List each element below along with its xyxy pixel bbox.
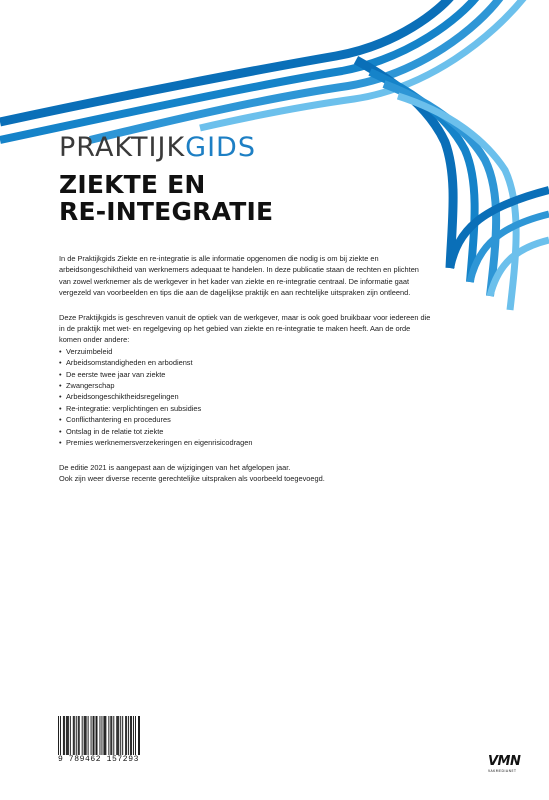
- paragraph-spacer: [59, 299, 431, 312]
- barcode-bar: [74, 716, 75, 760]
- list-item: • Arbeidsongeschiktheidsregelingen: [59, 391, 431, 402]
- barcode-bar: [94, 716, 95, 760]
- barcode-bar: [117, 716, 118, 760]
- title-line-1: ZIEKTE EN: [59, 170, 206, 199]
- list-item: • Premies werknemersverzekeringen en eigenrisicodragen: [59, 437, 431, 448]
- list-item: • Conflicthantering en procedures: [59, 414, 431, 425]
- title-line-2: RE-INTEGRATIE: [59, 197, 274, 226]
- barcode-bar: [131, 716, 132, 760]
- series-name-light: PRAKTIJK: [59, 132, 186, 163]
- barcode-bar: [88, 716, 89, 760]
- publisher-logo: [488, 755, 528, 777]
- list-item: • Verzuimbeleid: [59, 346, 431, 357]
- edition-line-1: De editie 2021 is aangepast aan de wijzigingen van het afgelopen jaar.: [59, 462, 291, 472]
- topics-list: [59, 346, 431, 449]
- barcode-bar: [68, 716, 69, 760]
- barcode-bar: [85, 716, 86, 760]
- barcode-bar: [138, 716, 139, 760]
- list-item: • Arbeidsomstandigheden en arbodienst: [59, 357, 431, 368]
- barcode-bar: [66, 716, 67, 760]
- barcode-bar: [110, 716, 111, 760]
- back-cover-text: [59, 253, 431, 484]
- barcode-bar: [91, 716, 92, 760]
- barcode-bar: [128, 716, 129, 760]
- barcode-bar: [122, 716, 123, 760]
- barcode-bar: [86, 716, 87, 760]
- audience-paragraph: Deze Praktijkgids is geschreven vanuit de optiek van de werkgever, maar is ook goed bruikbaar voor iedereen die in de praktijk met wet- en regelgeving op het gebied van ziekte en re-integratie te maken heeft. Aan de orde komen onder andere:: [59, 312, 431, 345]
- swoosh-stripe-11: [490, 240, 549, 296]
- barcode-bar: [60, 716, 61, 760]
- barcode-icon: [58, 716, 140, 760]
- barcode-bar: [120, 716, 121, 760]
- series-logo: [59, 132, 256, 164]
- paragraph-spacer: [59, 449, 431, 462]
- series-name-accent: GIDS: [185, 132, 256, 163]
- isbn-number: 9 789462 157293: [58, 755, 140, 764]
- barcode-bar: [111, 716, 112, 760]
- barcode-bar: [139, 716, 140, 760]
- barcode-bar: [126, 716, 127, 760]
- publisher-mark: VMN: [488, 754, 521, 769]
- barcode-bar: [99, 716, 100, 760]
- list-item: • Re-integratie: verplichtingen en subsidies: [59, 403, 431, 414]
- barcode-bar: [78, 716, 79, 760]
- barcode-bar: [133, 716, 134, 760]
- intro-paragraph: In de Praktijkgids Ziekte en re-integratie is alle informatie opgenomen die nodig is om bij ziekte en arbeidsongeschiktheid van werknemers adequaat te handelen. In deze publicatie staan de rechten en plichten van zowel werknemer als de werkgever in het kader van ziekte en re-integratie centraal. De informatie gaat vergezeld van voorbeelden en tips die aan de dagelijkse praktijk en aan rechtelijke uitspraken zijn ontleend.: [59, 254, 419, 298]
- barcode-bar: [82, 716, 83, 760]
- barcode-bar: [105, 716, 106, 760]
- barcode-bar: [64, 716, 65, 760]
- list-item: • Ontslag in de relatie tot ziekte: [59, 426, 431, 437]
- barcode-bar: [135, 716, 136, 760]
- barcode-bar: [118, 716, 119, 760]
- barcode-bar: [93, 716, 94, 760]
- barcode-bar: [103, 716, 104, 760]
- barcode-bar: [116, 716, 117, 760]
- barcode-bar: [113, 716, 114, 760]
- barcode-bar: [76, 716, 77, 760]
- barcode-bar: [63, 716, 64, 760]
- swoosh-stripe-10: [470, 214, 549, 282]
- barcode-bar: [97, 716, 98, 760]
- barcode: [58, 716, 140, 774]
- barcode-bar: [58, 716, 59, 760]
- barcode-bar: [104, 716, 105, 760]
- barcode-bar: [130, 716, 131, 760]
- barcode-bar: [79, 716, 80, 760]
- barcode-bar: [125, 716, 126, 760]
- barcode-bar: [101, 716, 102, 760]
- barcode-bar: [73, 716, 74, 760]
- book-title: [59, 171, 273, 225]
- barcode-bar: [67, 716, 68, 760]
- barcode-bar: [84, 716, 85, 760]
- barcode-bar: [70, 716, 71, 760]
- list-item: • De eerste twee jaar van ziekte: [59, 369, 431, 380]
- list-item: • Zwangerschap: [59, 380, 431, 391]
- publisher-subtitle: VAKMEDIANET: [488, 769, 517, 773]
- barcode-bar: [108, 716, 109, 760]
- edition-line-2: Ook zijn weer diverse recente gerechtelijke uitspraken als voorbeeld toegevoegd.: [59, 473, 325, 483]
- barcode-bar: [96, 716, 97, 760]
